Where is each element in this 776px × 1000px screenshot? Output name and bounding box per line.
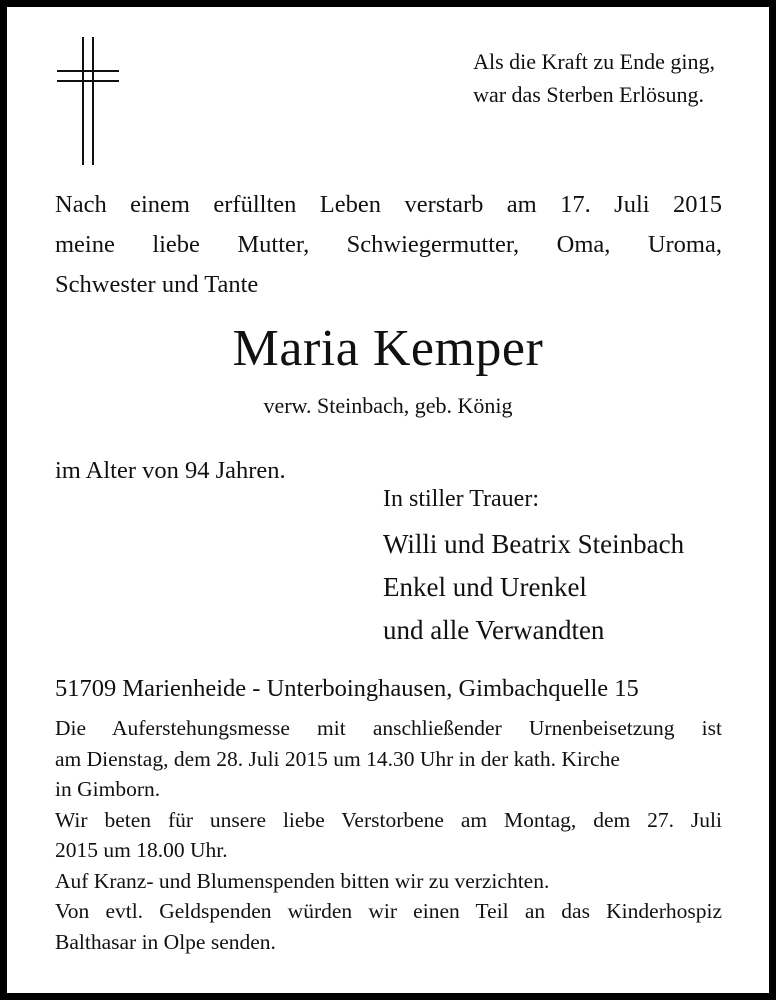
deceased-name: Maria Kemper	[232, 320, 544, 377]
details-line: Die Auferstehungsmesse mit anschließender Urnenbeisetzung ist	[55, 716, 722, 740]
details-line: 2015 um 18.00 Uhr.	[55, 838, 228, 862]
details-line: Wir beten für unsere liebe Verstorbene am Montag, dem 27. Juli	[55, 807, 722, 832]
mourning-heading: In stiller Trauer:	[383, 486, 539, 512]
mourners-list	[383, 523, 684, 652]
mourner-item: und alle Verwandten	[383, 615, 605, 645]
intro-text	[55, 185, 722, 305]
address: 51709 Marienheide - Unterboinghausen, Gimbachquelle 15	[55, 675, 639, 702]
service-details	[55, 713, 722, 957]
details-line: Balthasar in Olpe senden.	[55, 929, 276, 954]
deceased-maiden-name: verw. Steinbach, geb. König	[263, 393, 513, 418]
mourner-item: Willi und Beatrix Steinbach	[383, 529, 685, 559]
motto-line: Als die Kraft zu Ende ging,	[473, 49, 715, 74]
intro-line: meine liebe Mutter, Schwiegermutter, Oma, Uroma,	[55, 231, 722, 258]
details-line: Von evtl. Geldspenden würden wir einen Teil an das Kinderhospiz	[55, 899, 722, 923]
motto	[473, 45, 715, 111]
details-line: in Gimborn.	[55, 777, 161, 801]
mourner-item: Enkel und Urenkel	[383, 572, 587, 602]
intro-line: Nach einem erfüllten Leben verstarb am 17. Juli 2015	[55, 191, 722, 218]
details-line: am Dienstag, dem 28. Juli 2015 um 14.30 Uhr in der kath. Kirche	[55, 746, 620, 771]
intro-line: Schwester und Tante	[55, 271, 259, 298]
cross-icon	[57, 37, 119, 165]
motto-line: war das Sterben Erlösung.	[473, 82, 705, 107]
details-line: Auf Kranz- und Blumenspenden bitten wir zu verzichten.	[55, 868, 550, 893]
deceased-age: im Alter von 94 Jahren.	[55, 457, 286, 484]
